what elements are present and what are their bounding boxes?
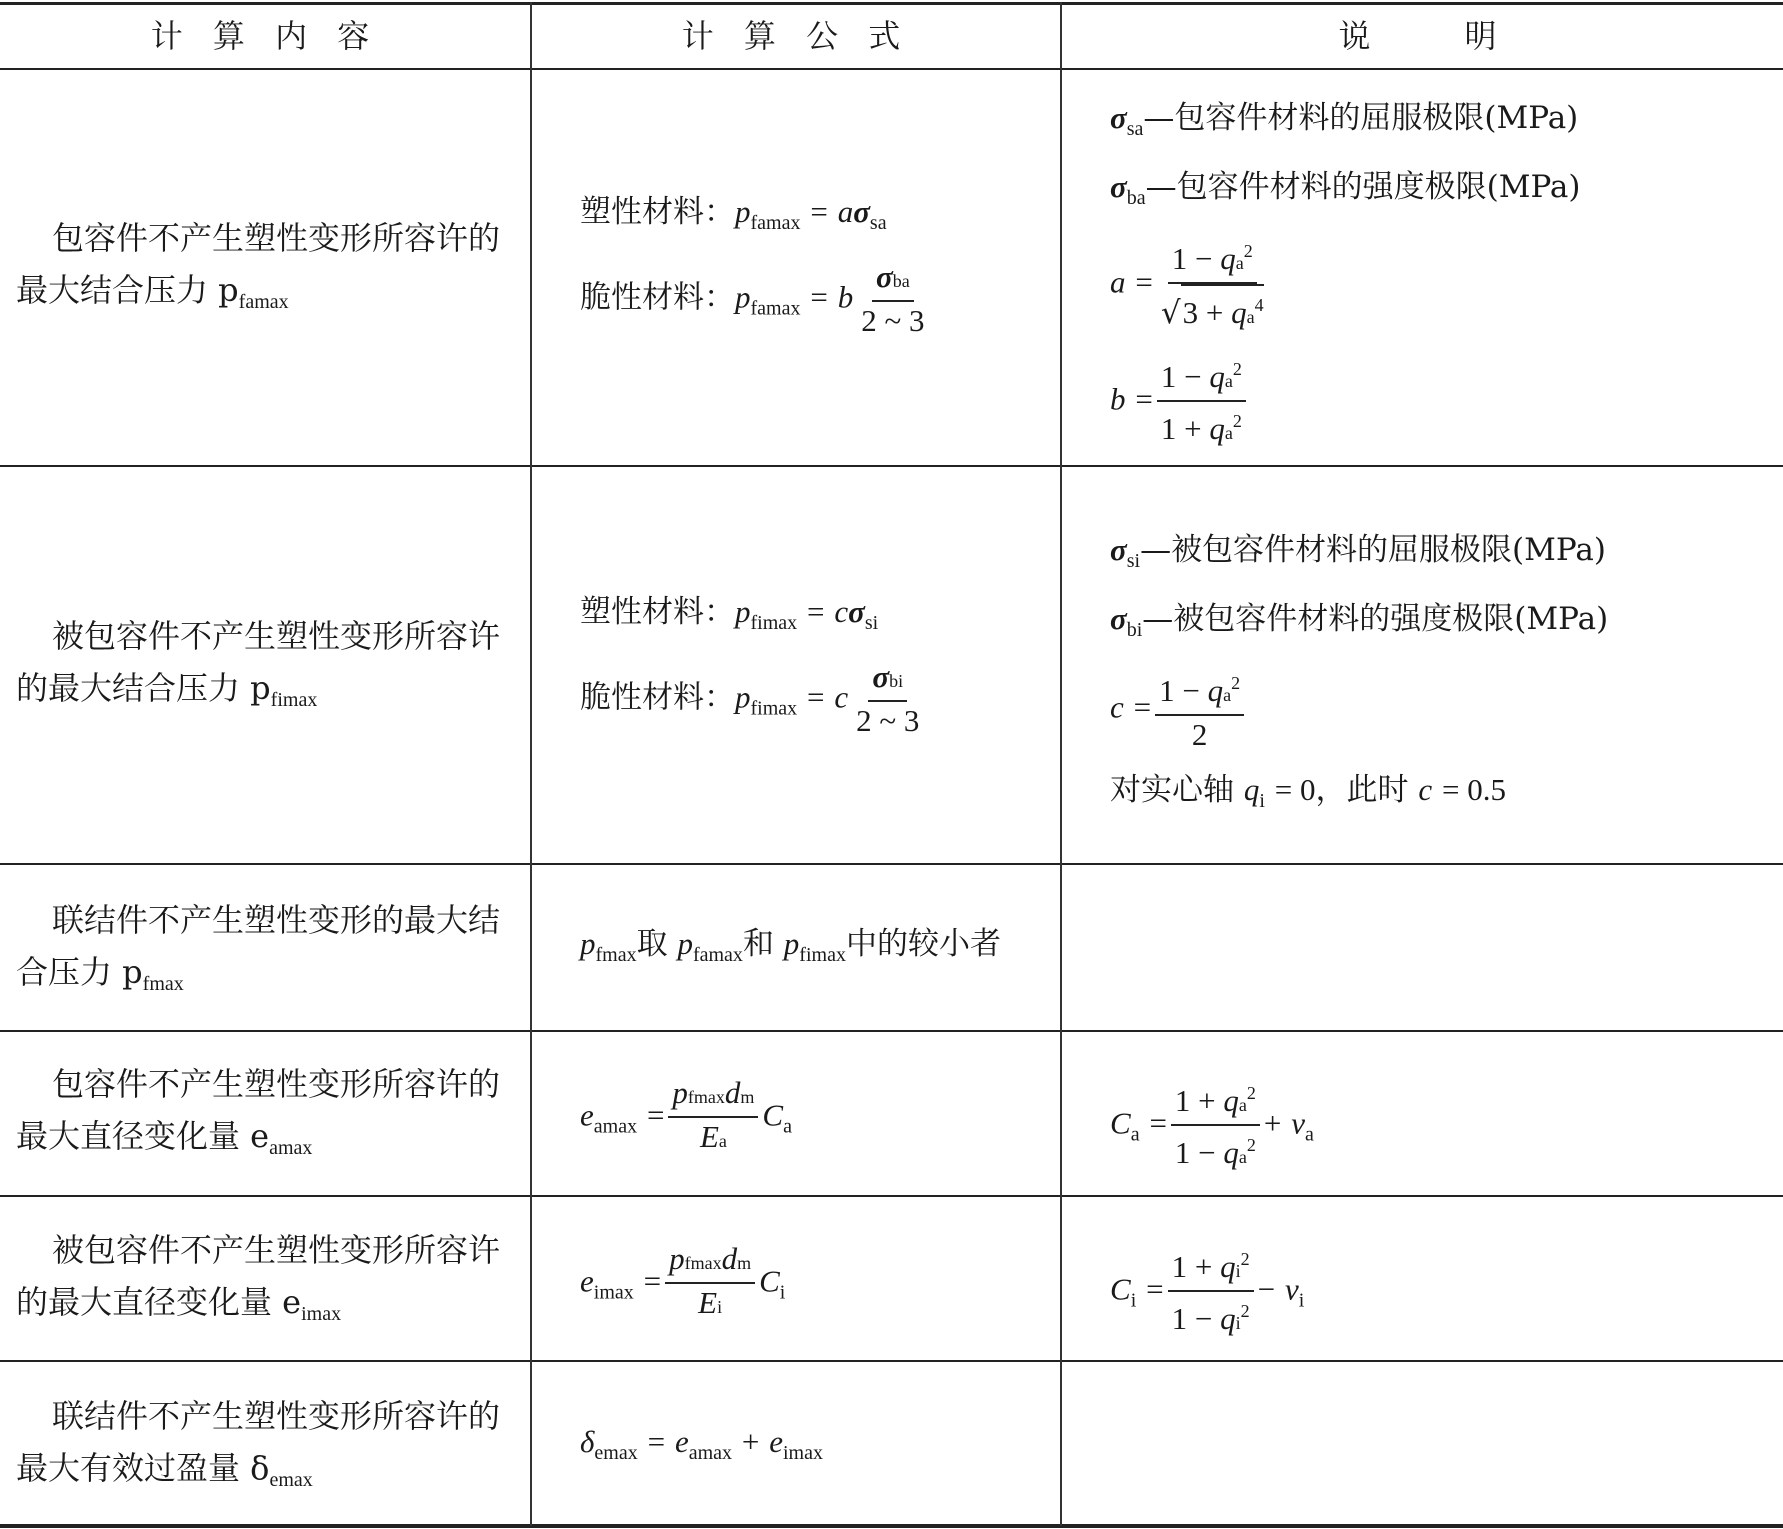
row1-content-text: 包容件不产生塑性变形所容许的最大结合压力 p [16, 219, 501, 309]
row1-coef-b: b = $\frac{1 - qa^2}{1 + qa^2}$ [1110, 350, 1770, 452]
plastic-label: 塑性材料： [580, 194, 735, 230]
row2-note-sigma-bi: $\sigma_{bi}—$被包容件材料的强度极限(MPa) [1110, 601, 1609, 641]
row2-solid-shaft: 对实心轴 $q_i = 0$，此时 c = 0.5 [1110, 772, 1506, 812]
row6-formula: $\delta_{emax} = e_{amax} + e_{imax}$ [580, 1424, 823, 1464]
row4-notes: $C_a$ = $\frac{1 + qa^2}{1 - qa^2}$ + $\nu_a$ [1110, 1074, 1770, 1176]
row-divider [0, 1195, 1783, 1197]
row2-formula-plastic: 塑性材料：$p_{fimax} = c\sigma_{si}$ [580, 594, 879, 634]
header-calc-content: 计 算 内 容 [150, 17, 380, 55]
row1-note-sigma-sa: $\sigma_{sa}—$包容件材料的屈服极限(MPa) [1110, 100, 1579, 140]
column-divider [1060, 2, 1062, 1526]
row3-formula: $p_{fmax}$取 $p_{famax}$和 $p_{fimax}$中的较小者 [580, 926, 1001, 966]
row5-notes: $C_i$ = $\frac{1 + qi^2}{1 - qi^2}$ − $\nu_i$ [1110, 1240, 1770, 1342]
row-divider [0, 465, 1783, 467]
header-notes: 说 明 [1338, 17, 1507, 55]
row1-formula-plastic: 塑性材料：$p_{famax} = a\sigma_{sa}$ [580, 194, 887, 234]
row-divider [0, 1030, 1783, 1032]
row5-content: 被包容件不产生塑性变形所容许的最大直径变化量 $e_{imax}$ [16, 1231, 501, 1325]
row4-content: 包容件不产生塑性变形所容许的最大直径变化量 $e_{amax}$ [16, 1065, 501, 1159]
row4-formula: $e_{amax}$ = $\frac{\text{pfmaxdm}}{Ea}$ $C_a$ [580, 1075, 792, 1154]
column-divider [530, 2, 532, 1526]
row6-content: 联结件不产生塑性变形所容许的最大有效过盈量 $\delta_{emax}$ [16, 1397, 501, 1491]
row1-notes [1110, 96, 1770, 452]
row3-content: 联结件不产生塑性变形的最大结合压力 $p_{fmax}$ [16, 901, 501, 995]
header-divider [0, 68, 1783, 70]
row1-note-sigma-ba: $\sigma_{ba}—$包容件材料的强度极限(MPa) [1110, 169, 1581, 209]
brittle-label: 脆性材料： [580, 279, 735, 316]
row1-content-sub: famax [238, 291, 289, 313]
header-calc-formula: 计 算 公 式 [681, 17, 911, 55]
row2-coef-c: c = $\frac{1 - qa^2}{2}$ [1110, 664, 1770, 754]
row2-notes [1110, 528, 1770, 823]
row1-formula [580, 190, 1050, 340]
row1-coef-a: a = $\frac{1 - qa^2}{√3 + qa^4}$ [1110, 232, 1770, 336]
row-divider [0, 863, 1783, 865]
row2-content: 被包容件不产生塑性变形所容许的最大结合压力 $p_{fimax}$ [16, 617, 501, 711]
table-bottom-border [0, 1524, 1783, 1528]
row2-formula-brittle: 脆性材料：$p_{fimax} = c$ $\frac{\text{σbi}}{2 \sim 3}$ [580, 659, 920, 738]
row5-formula: $e_{imax}$ = $\frac{\text{pfmaxdm}}{Ei}$ $C_i$ [580, 1241, 786, 1320]
row-divider [0, 1360, 1783, 1362]
row2-formula [580, 590, 1050, 740]
row1-formula-brittle: 脆性材料：$p_{famax} = b$ $\frac{\text{σba}}{2 \sim 3}$ [580, 259, 925, 338]
row1-content [16, 212, 516, 328]
row2-note-sigma-si: $\sigma_{si}—$被包容件材料的屈服极限(MPa) [1110, 532, 1606, 572]
